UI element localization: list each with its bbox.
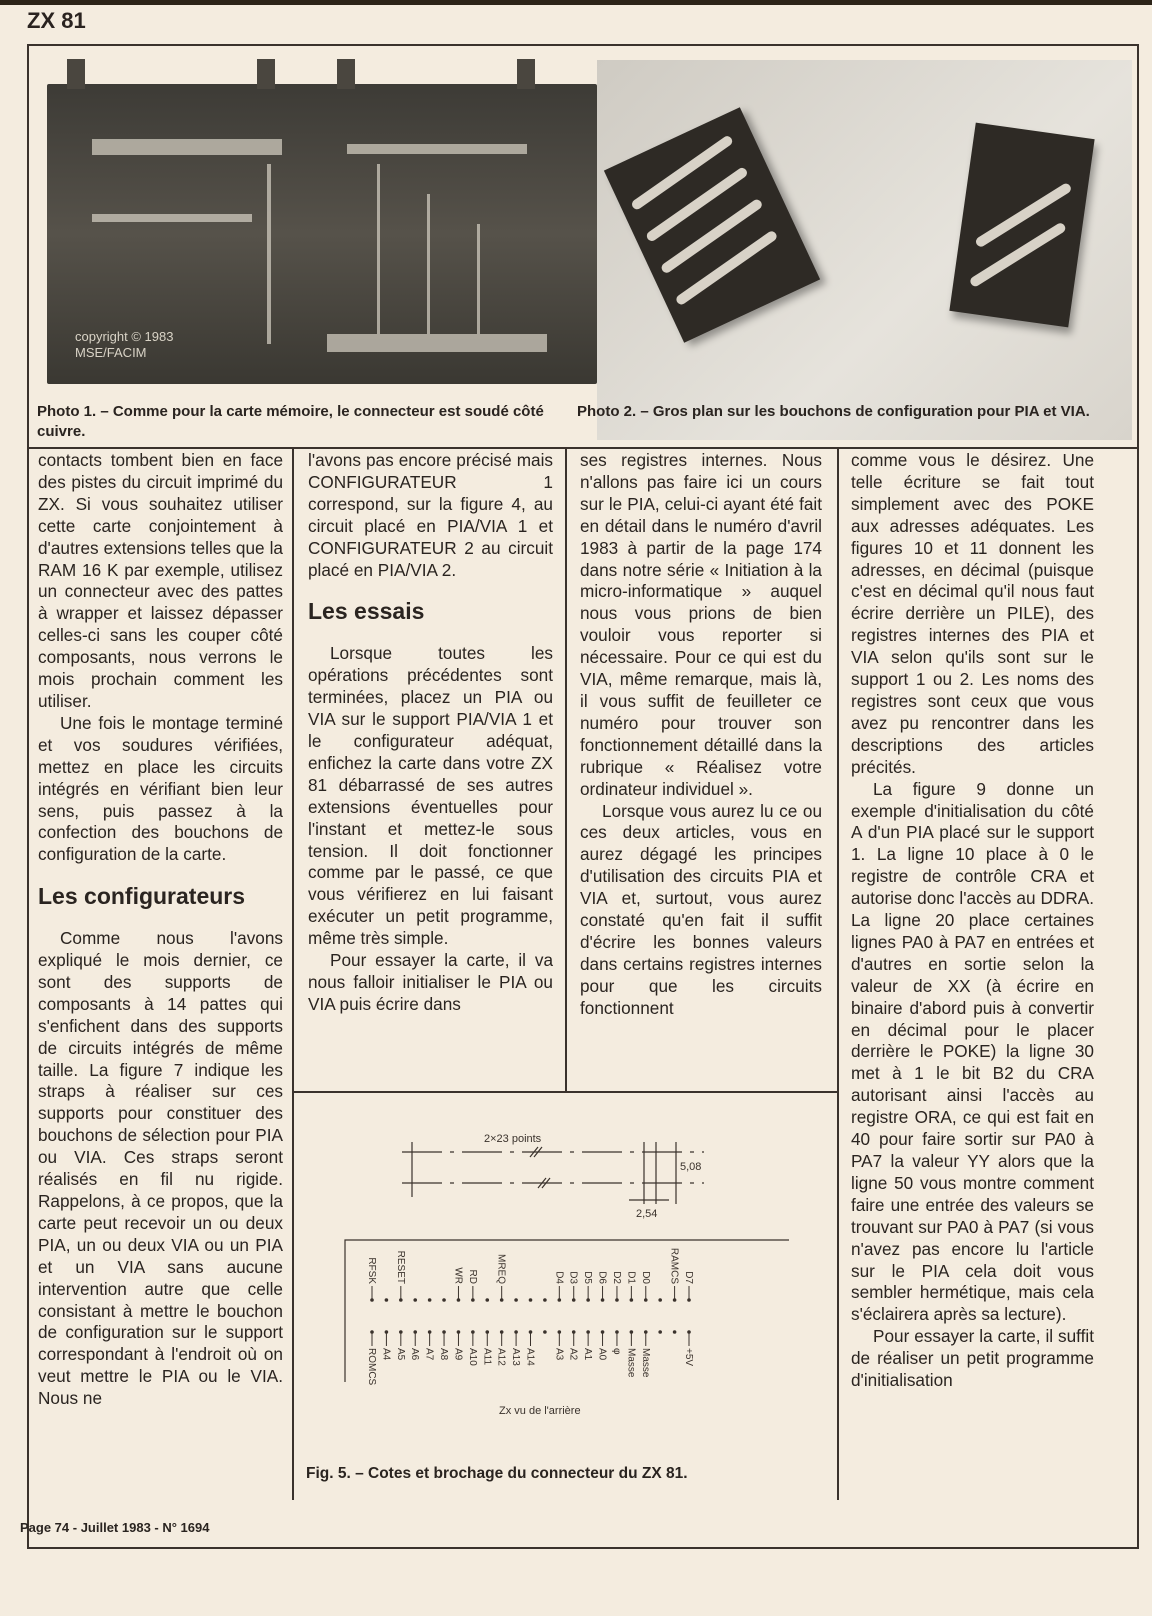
pin-label: A4 [380,1348,392,1361]
pin-count-label: 2×23 points [484,1133,542,1145]
pin-label: Masse [625,1348,637,1378]
photo-2-config-plugs [597,60,1132,440]
pin-label: RESET [394,1250,406,1284]
pin-label: D6 [596,1271,608,1284]
pin-label: A7 [423,1348,435,1361]
connector-pin [428,1298,432,1302]
section-heading: Les configurateurs [38,883,246,910]
paragraph: l'avons pas encore précisé mais CONFIGURATEUR 1 correspond, sur la figure 4, au circuit placé en PIA/VIA 1 et CONFIGURATEUR 2 au circuit placé en PIA/VIA 2. [308,450,553,580]
section-heading: Les essais [308,598,425,625]
config-plug-via [949,123,1094,328]
photo-1-caption: Photo 1. – Comme pour la carte mémoire, le connecteur est soudé côté cuivre. [37,403,544,440]
connector-pin [413,1298,417,1302]
pin-label: D0 [639,1271,651,1284]
paragraph: Une fois le montage terminé et vos soudures vérifiées, mettez en place les circuits intégrés en vérifiant bien leur sens, puis passez à la confection des bouchons de configuration de la carte. [38,712,283,865]
paragraph: ses registres internes. Nous n'allons pas faire ici un cours sur le PIA, celui-ci ayant été fait en détail dans le numéro d'avril 1983 à partir de la page 174 dans notre série « Initiation à la micro-informatique » auquel nous vous prions de bien vouloir vous reporter si nécessaire. Pour ce qui est du VIA, même remarque, mais là, il vous suffit de feuilleter ce numéro pour trouver son fonctionnement détaillé dans la rubrique « Réalisez votre ordinateur individuel ». [580,450,822,799]
column-rule [837,449,839,1500]
running-head: ZX 81 [27,8,86,33]
figure-5-connector-pinout [294,1092,837,1500]
text-column-4 [851,450,1094,1490]
pin-label: A11 [481,1348,493,1366]
pin-label: RD [466,1269,478,1284]
text-column-1 [38,450,283,1490]
pin-label: RFSK [366,1257,377,1284]
connector-pin [529,1298,533,1302]
pin-label: MREQ [495,1254,507,1284]
connector-pin [543,1298,547,1302]
board-tab [67,59,85,89]
board-silkscreen: copyright © 1983 MSE/FACIM [75,329,174,360]
config-plug-pia [604,107,820,343]
pin-label: A8 [438,1348,450,1361]
paragraph: comme vous le désirez. Une telle écriture se fait tout simplement avec des POKE aux adresses adéquates. Les figures 10 et 11 donnent les adresses, en décimal (puisque c'est en décimal qu'il nous faut écrire derrière un PILE), des registres internes des PIA et VIA selon qu'ils sont sur le support 1 ou 2. Les noms des registres sont ceux que vous avez pu rencontrer dans les descriptions des articles précités. [851,450,1094,777]
pin-label: D1 [625,1271,637,1284]
connector-pin [485,1298,489,1302]
pin-label: A13 [510,1348,522,1366]
figure-5-caption: Fig. 5. – Cotes et brochage du connecteur du ZX 81. [306,1465,688,1482]
text-column-2 [308,450,553,1080]
pin-label: D3 [567,1271,579,1284]
paragraph: contacts tombent bien en face des pistes du circuit imprimé du ZX. Si vous souhaitez utiliser cette carte conjointement à d'autres extensions telles que la RAM 16 K par exemple, utilisez un connecteur avec des pattes à wrapper et laissez dépasser celles-ci sans les couper côté composants, nous verrons le mois prochain comment les utiliser. [38,450,283,711]
pin-pitch-dimension: 2,54 [636,1208,658,1220]
paragraph: Lorsque vous aurez lu ce ou ces deux articles, vous en aurez dégagé les principes d'utilisation des circuits PIA et VIA et, surtout, vous aurez constaté qu'en fait il suffit d'écrire les bonnes valeurs dans certains registres internes pour que les circuits fonctionnent [580,800,822,1018]
pin-label: A1 [582,1348,594,1361]
pin-label: D4 [553,1271,565,1284]
paragraph: Pour essayer la carte, il suffit de réaliser un petit programme d'initialisation [851,1326,1094,1391]
board-tab [337,59,355,89]
connector-diagram [294,1092,837,1462]
pin-label: A2 [567,1348,579,1361]
view-label: Zx vu de l'arrière [499,1405,581,1417]
board-tab [517,59,535,89]
pin-label: D5 [582,1271,594,1284]
pin-label: A9 [452,1348,464,1361]
paragraph: Comme nous l'avons expliqué le mois dernier, ce sont des supports de composants à 14 pattes qui s'enfichent dans des supports de circuits intégrés de même taille. La figure 7 indique les straps à réaliser sur ces supports pour constituer des bouchons de sélection pour PIA ou VIA. Ces straps seront réalisés en fil nu rigide. Rappelons, à ce propos, que la carte peut recevoir un ou deux PIA, un ou deux VIA ou un PIA et un VIA sans aucune intervention autre que celle consistant à mettre le bouchon de configuration sur le support correspondant à l'endroit où on veut mettre le PIA ou le VIA. Nous ne [38,928,283,1409]
photo-1-circuit-board [47,84,597,384]
photo-strip [27,44,1139,449]
connector-pin [442,1298,446,1302]
text-column-3 [580,450,822,1080]
paragraph: Lorsque toutes les opérations précédentes sont terminées, placez un PIA ou VIA sur le support PIA/VIA 1 et le configurateur adéquat, enfichez la carte dans votre ZX 81 débarrassé de ses autres extensions éventuelles pour l'instant et mettez-le sous tension. Il doit fonctionner comme par le passé, ce que vous vérifierez en lui faisant exécuter un petit programme, même très simple. [308,643,553,949]
pin-label: +5V [683,1348,694,1367]
pin-label: A6 [409,1348,421,1361]
pin-label: A5 [394,1348,406,1361]
pin-label: ROMCS [366,1348,377,1386]
pin-label: WR [452,1267,464,1284]
page-top-edge [0,0,1152,5]
pin-label: A10 [466,1348,478,1366]
connector-pin [658,1330,662,1334]
row-pitch-dimension: 5,08 [680,1161,702,1173]
pin-label: Masse [639,1348,651,1378]
page-folio: Page 74 - Juillet 1983 - N° 1694 [20,1520,210,1535]
connector-pin [385,1298,389,1302]
pin-label: RAMCS [668,1247,680,1284]
pin-label: A0 [596,1348,608,1361]
pin-label: A3 [553,1348,565,1361]
connector-pin [514,1298,518,1302]
photo-2-caption: Photo 2. – Gros plan sur les bouchons de configuration pour PIA et VIA. [577,403,1090,420]
connector-pin [543,1330,547,1334]
connector-pin [673,1330,677,1334]
pin-label: φ [610,1348,622,1355]
board-tab [257,59,275,89]
pin-label: D7 [683,1271,694,1284]
pin-label: D2 [610,1271,622,1284]
connector-pin [658,1298,662,1302]
pin-label: A14 [524,1348,536,1366]
paragraph: La figure 9 donne un exemple d'initialisation du côté A d'un PIA placé sur le support 1. La ligne 10 place à 0 le registre de contrôle CRA et autorise donc l'accès au DDRA. La ligne 20 place certaines lignes PA0 à PA7 en entrées et d'autres en sortie selon la valeur de XX (à écrire en binaire d'abord puis à convertir en décimal pour le placer derrière le POKE) la ligne 30 met à 1 le bit B2 du CRA autorisant ainsi l'accès au registre ORA, ce qui est fait en 40 pour faire sortir sur PA0 à PA7 la valeur YY alors que la ligne 50 vous montre comment faire une entrée des valeurs se trouvant sur PA0 à PA7 (si vous n'avez pas encore lu l'article sur le PIA cela doit vous sembler hermétique, mais cela s'éclairera après sa lecture). [851,778,1094,1325]
paragraph: Pour essayer la carte, il va nous falloir initialiser le PIA ou VIA puis écrire dans [308,950,553,1014]
pin-label: A12 [495,1348,507,1366]
column-rule [565,449,567,1092]
